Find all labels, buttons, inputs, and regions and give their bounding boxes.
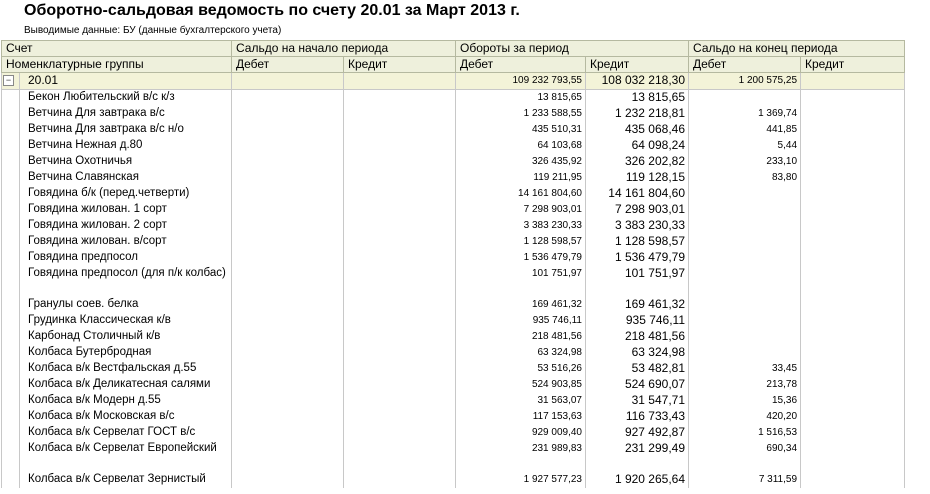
- row-end-credit: [801, 313, 905, 329]
- group-turnover-debit: 109 232 793,55: [456, 73, 586, 90]
- row-turnover-credit: 935 746,11: [586, 313, 689, 329]
- row-start-credit: [344, 361, 456, 377]
- header-groups: Номенклатурные группы: [2, 57, 232, 73]
- row-end-debit: 33,45: [689, 361, 801, 377]
- table-row[interactable]: [2, 266, 905, 297]
- row-end-debit: 420,20: [689, 409, 801, 425]
- row-turnover-debit: 935 746,11: [456, 313, 586, 329]
- row-gutter: [2, 250, 20, 266]
- row-start-credit: [344, 266, 456, 297]
- row-start-debit: [232, 154, 344, 170]
- row-end-debit: [689, 329, 801, 345]
- table-row[interactable]: [2, 202, 905, 218]
- row-turnover-debit: 929 009,40: [456, 425, 586, 441]
- row-gutter: [2, 122, 20, 138]
- table-row[interactable]: [2, 472, 905, 488]
- row-start-credit: [344, 170, 456, 186]
- row-gutter: [2, 266, 20, 297]
- row-end-credit: [801, 377, 905, 393]
- row-turnover-debit: 7 298 903,01: [456, 202, 586, 218]
- row-end-debit: 83,80: [689, 170, 801, 186]
- header-start-debit: Дебет: [232, 57, 344, 73]
- row-name: Говядина б/к (перед.четверти): [20, 186, 232, 202]
- row-start-credit: [344, 329, 456, 345]
- header-account: Счет: [2, 41, 232, 57]
- group-start-credit: [344, 73, 456, 90]
- row-gutter: [2, 409, 20, 425]
- table-row[interactable]: [2, 138, 905, 154]
- row-end-credit: [801, 345, 905, 361]
- header-row-1: [2, 41, 905, 57]
- row-turnover-debit: 101 751,97: [456, 266, 586, 297]
- row-end-debit: [689, 297, 801, 313]
- row-gutter: [2, 329, 20, 345]
- row-start-credit: [344, 409, 456, 425]
- table-row[interactable]: [2, 234, 905, 250]
- minus-icon[interactable]: −: [3, 75, 14, 86]
- row-turnover-credit: 101 751,97: [586, 266, 689, 297]
- row-turnover-credit: 116 733,43: [586, 409, 689, 425]
- row-name: Колбаса в/к Московская в/с: [20, 409, 232, 425]
- row-end-credit: [801, 154, 905, 170]
- row-name: Колбаса в/к Сервелат Европейский: [20, 441, 232, 472]
- row-gutter: [2, 472, 20, 488]
- row-end-debit: [689, 218, 801, 234]
- row-gutter: [2, 234, 20, 250]
- header-turnover: Обороты за период: [456, 41, 689, 57]
- row-turnover-credit: 119 128,15: [586, 170, 689, 186]
- row-end-debit: [689, 202, 801, 218]
- row-end-debit: 1 369,74: [689, 106, 801, 122]
- row-turnover-debit: 14 161 804,60: [456, 186, 586, 202]
- row-turnover-debit: 1 233 588,55: [456, 106, 586, 122]
- row-name: Колбаса Бутербродная: [20, 345, 232, 361]
- row-end-credit: [801, 425, 905, 441]
- header-start-balance: Сальдо на начало периода: [232, 41, 456, 57]
- row-name: Колбаса в/к Вестфальская д.55: [20, 361, 232, 377]
- row-turnover-credit: 218 481,56: [586, 329, 689, 345]
- row-end-credit: [801, 441, 905, 472]
- row-gutter: [2, 170, 20, 186]
- row-end-debit: [689, 186, 801, 202]
- group-row[interactable]: [2, 73, 905, 90]
- row-gutter: [2, 90, 20, 107]
- row-name: Колбаса в/к Модерн д.55: [20, 393, 232, 409]
- row-end-credit: [801, 170, 905, 186]
- row-turnover-debit: 326 435,92: [456, 154, 586, 170]
- row-end-credit: [801, 409, 905, 425]
- table-row[interactable]: [2, 377, 905, 393]
- row-start-debit: [232, 250, 344, 266]
- row-turnover-credit: 7 298 903,01: [586, 202, 689, 218]
- row-start-debit: [232, 313, 344, 329]
- header-turnover-credit: Кредит: [586, 57, 689, 73]
- report-table: [1, 40, 905, 488]
- row-start-debit: [232, 138, 344, 154]
- row-turnover-credit: 3 383 230,33: [586, 218, 689, 234]
- row-turnover-debit: 3 383 230,33: [456, 218, 586, 234]
- group-name: 20.01: [20, 73, 232, 90]
- row-end-credit: [801, 297, 905, 313]
- row-start-debit: [232, 409, 344, 425]
- row-name: Говядина предпосол: [20, 250, 232, 266]
- row-start-debit: [232, 441, 344, 472]
- row-end-credit: [801, 361, 905, 377]
- header-turnover-debit: Дебет: [456, 57, 586, 73]
- row-gutter: [2, 313, 20, 329]
- row-end-debit: 15,36: [689, 393, 801, 409]
- row-name: Колбаса в/к Сервелат Зернистый: [20, 472, 232, 488]
- row-start-debit: [232, 218, 344, 234]
- row-name: Говядина жилован. в/сорт: [20, 234, 232, 250]
- group-end-debit: 1 200 575,25: [689, 73, 801, 90]
- row-end-debit: [689, 313, 801, 329]
- row-gutter: [2, 441, 20, 472]
- row-turnover-debit: 218 481,56: [456, 329, 586, 345]
- table-row[interactable]: [2, 393, 905, 409]
- row-turnover-credit: 435 068,46: [586, 122, 689, 138]
- header-start-credit: Кредит: [344, 57, 456, 73]
- row-gutter: [2, 425, 20, 441]
- row-end-credit: [801, 218, 905, 234]
- row-end-credit: [801, 202, 905, 218]
- row-start-debit: [232, 377, 344, 393]
- row-turnover-debit: 119 211,95: [456, 170, 586, 186]
- row-end-credit: [801, 472, 905, 488]
- row-name: Гранулы соев. белка: [20, 297, 232, 313]
- row-end-credit: [801, 186, 905, 202]
- row-start-credit: [344, 472, 456, 488]
- row-name: Говядина предпосол (для п/к колбас): [20, 266, 232, 297]
- row-start-debit: [232, 361, 344, 377]
- row-gutter: [2, 361, 20, 377]
- row-start-debit: [232, 425, 344, 441]
- row-name: Карбонад Столичный к/в: [20, 329, 232, 345]
- row-start-debit: [232, 472, 344, 488]
- row-turnover-credit: 169 461,32: [586, 297, 689, 313]
- report-sheet: [0, 40, 930, 488]
- row-end-debit: 7 311,59: [689, 472, 801, 488]
- row-name: Бекон Любительский в/с к/з: [20, 90, 232, 107]
- row-start-credit: [344, 377, 456, 393]
- row-name: Колбаса в/к Сервелат ГОСТ в/с: [20, 425, 232, 441]
- row-end-credit: [801, 90, 905, 107]
- row-end-debit: 690,34: [689, 441, 801, 472]
- row-turnover-debit: 1 927 577,23: [456, 472, 586, 488]
- row-start-debit: [232, 186, 344, 202]
- report-title: Оборотно-сальдовая ведомость по счету 20.01 за Март 2013 г.: [24, 2, 520, 19]
- row-start-debit: [232, 106, 344, 122]
- row-start-credit: [344, 90, 456, 107]
- row-start-credit: [344, 202, 456, 218]
- row-start-debit: [232, 234, 344, 250]
- row-turnover-credit: 524 690,07: [586, 377, 689, 393]
- row-turnover-credit: 1 128 598,57: [586, 234, 689, 250]
- row-name: Колбаса в/к Деликатесная салями: [20, 377, 232, 393]
- row-turnover-debit: 117 153,63: [456, 409, 586, 425]
- row-turnover-credit: 64 098,24: [586, 138, 689, 154]
- row-end-credit: [801, 234, 905, 250]
- row-turnover-debit: 169 461,32: [456, 297, 586, 313]
- row-name: Говядина жилован. 1 сорт: [20, 202, 232, 218]
- row-end-debit: [689, 266, 801, 297]
- row-end-debit: 1 516,53: [689, 425, 801, 441]
- row-turnover-credit: 31 547,71: [586, 393, 689, 409]
- table-row[interactable]: [2, 218, 905, 234]
- row-gutter: [2, 138, 20, 154]
- row-turnover-debit: 1 128 598,57: [456, 234, 586, 250]
- table-row[interactable]: [2, 345, 905, 361]
- row-gutter: [2, 393, 20, 409]
- row-start-debit: [232, 297, 344, 313]
- row-name: Ветчина Для завтрака в/с н/о: [20, 122, 232, 138]
- row-start-credit: [344, 393, 456, 409]
- row-turnover-credit: 1 536 479,79: [586, 250, 689, 266]
- row-gutter: [2, 377, 20, 393]
- table-row[interactable]: [2, 409, 905, 425]
- row-start-credit: [344, 106, 456, 122]
- row-gutter: [2, 106, 20, 122]
- header-end-balance: Сальдо на конец периода: [689, 41, 905, 57]
- row-end-debit: 5,44: [689, 138, 801, 154]
- row-turnover-debit: 64 103,68: [456, 138, 586, 154]
- row-end-credit: [801, 393, 905, 409]
- table-row[interactable]: [2, 170, 905, 186]
- row-end-debit: 213,78: [689, 377, 801, 393]
- table-row[interactable]: [2, 313, 905, 329]
- row-start-credit: [344, 234, 456, 250]
- table-row[interactable]: [2, 441, 905, 472]
- table-row[interactable]: [2, 90, 905, 107]
- table-row[interactable]: [2, 425, 905, 441]
- row-gutter: [2, 154, 20, 170]
- row-turnover-debit: 231 989,83: [456, 441, 586, 472]
- row-turnover-credit: 53 482,81: [586, 361, 689, 377]
- row-end-credit: [801, 138, 905, 154]
- row-start-credit: [344, 345, 456, 361]
- group-end-credit: [801, 73, 905, 90]
- row-end-debit: [689, 90, 801, 107]
- report-subtitle: Выводимые данные: БУ (данные бухгалтерского учета): [24, 25, 282, 36]
- row-start-credit: [344, 250, 456, 266]
- row-start-debit: [232, 122, 344, 138]
- row-turnover-credit: 326 202,82: [586, 154, 689, 170]
- row-turnover-credit: 927 492,87: [586, 425, 689, 441]
- row-start-credit: [344, 313, 456, 329]
- header-end-debit: Дебет: [689, 57, 801, 73]
- row-name: Ветчина Нежная д.80: [20, 138, 232, 154]
- row-name: Грудинка Классическая к/в: [20, 313, 232, 329]
- table-row[interactable]: [2, 186, 905, 202]
- row-turnover-debit: 1 536 479,79: [456, 250, 586, 266]
- row-start-credit: [344, 218, 456, 234]
- row-gutter: [2, 218, 20, 234]
- table-row[interactable]: [2, 297, 905, 313]
- row-start-debit: [232, 202, 344, 218]
- row-start-credit: [344, 138, 456, 154]
- table-row[interactable]: [2, 122, 905, 138]
- row-turnover-debit: 53 516,26: [456, 361, 586, 377]
- row-end-credit: [801, 250, 905, 266]
- row-turnover-credit: 13 815,65: [586, 90, 689, 107]
- row-end-debit: 233,10: [689, 154, 801, 170]
- row-end-credit: [801, 106, 905, 122]
- row-end-debit: [689, 345, 801, 361]
- row-end-credit: [801, 122, 905, 138]
- row-end-debit: 441,85: [689, 122, 801, 138]
- row-gutter: [2, 186, 20, 202]
- row-name: Говядина жилован. 2 сорт: [20, 218, 232, 234]
- row-start-credit: [344, 186, 456, 202]
- group-start-debit: [232, 73, 344, 90]
- row-turnover-debit: 31 563,07: [456, 393, 586, 409]
- row-start-debit: [232, 170, 344, 186]
- row-turnover-credit: 63 324,98: [586, 345, 689, 361]
- row-turnover-debit: 524 903,85: [456, 377, 586, 393]
- row-turnover-credit: 231 299,49: [586, 441, 689, 472]
- row-start-debit: [232, 266, 344, 297]
- row-start-debit: [232, 90, 344, 107]
- table-row[interactable]: [2, 154, 905, 170]
- row-turnover-debit: 63 324,98: [456, 345, 586, 361]
- group-turnover-credit: 108 032 218,30: [586, 73, 689, 90]
- collapse-toggle[interactable]: [2, 73, 20, 90]
- table-row[interactable]: [2, 329, 905, 345]
- row-start-debit: [232, 393, 344, 409]
- row-start-debit: [232, 329, 344, 345]
- row-turnover-debit: 435 510,31: [456, 122, 586, 138]
- table-row[interactable]: [2, 361, 905, 377]
- row-start-credit: [344, 297, 456, 313]
- header-end-credit: Кредит: [801, 57, 905, 73]
- row-turnover-debit: 13 815,65: [456, 90, 586, 107]
- row-start-credit: [344, 425, 456, 441]
- row-name: Ветчина Славянская: [20, 170, 232, 186]
- row-end-debit: [689, 250, 801, 266]
- table-row[interactable]: [2, 250, 905, 266]
- row-turnover-credit: 14 161 804,60: [586, 186, 689, 202]
- row-start-credit: [344, 122, 456, 138]
- row-end-credit: [801, 329, 905, 345]
- row-turnover-credit: 1 232 218,81: [586, 106, 689, 122]
- row-gutter: [2, 297, 20, 313]
- row-gutter: [2, 202, 20, 218]
- row-gutter: [2, 345, 20, 361]
- row-name: Ветчина Для завтрака в/с: [20, 106, 232, 122]
- row-start-credit: [344, 154, 456, 170]
- row-end-debit: [689, 234, 801, 250]
- row-start-debit: [232, 345, 344, 361]
- header-row-2: [2, 57, 905, 73]
- row-name: Ветчина Охотничья: [20, 154, 232, 170]
- row-start-credit: [344, 441, 456, 472]
- row-end-credit: [801, 266, 905, 297]
- row-turnover-credit: 1 920 265,64: [586, 472, 689, 488]
- table-row[interactable]: [2, 106, 905, 122]
